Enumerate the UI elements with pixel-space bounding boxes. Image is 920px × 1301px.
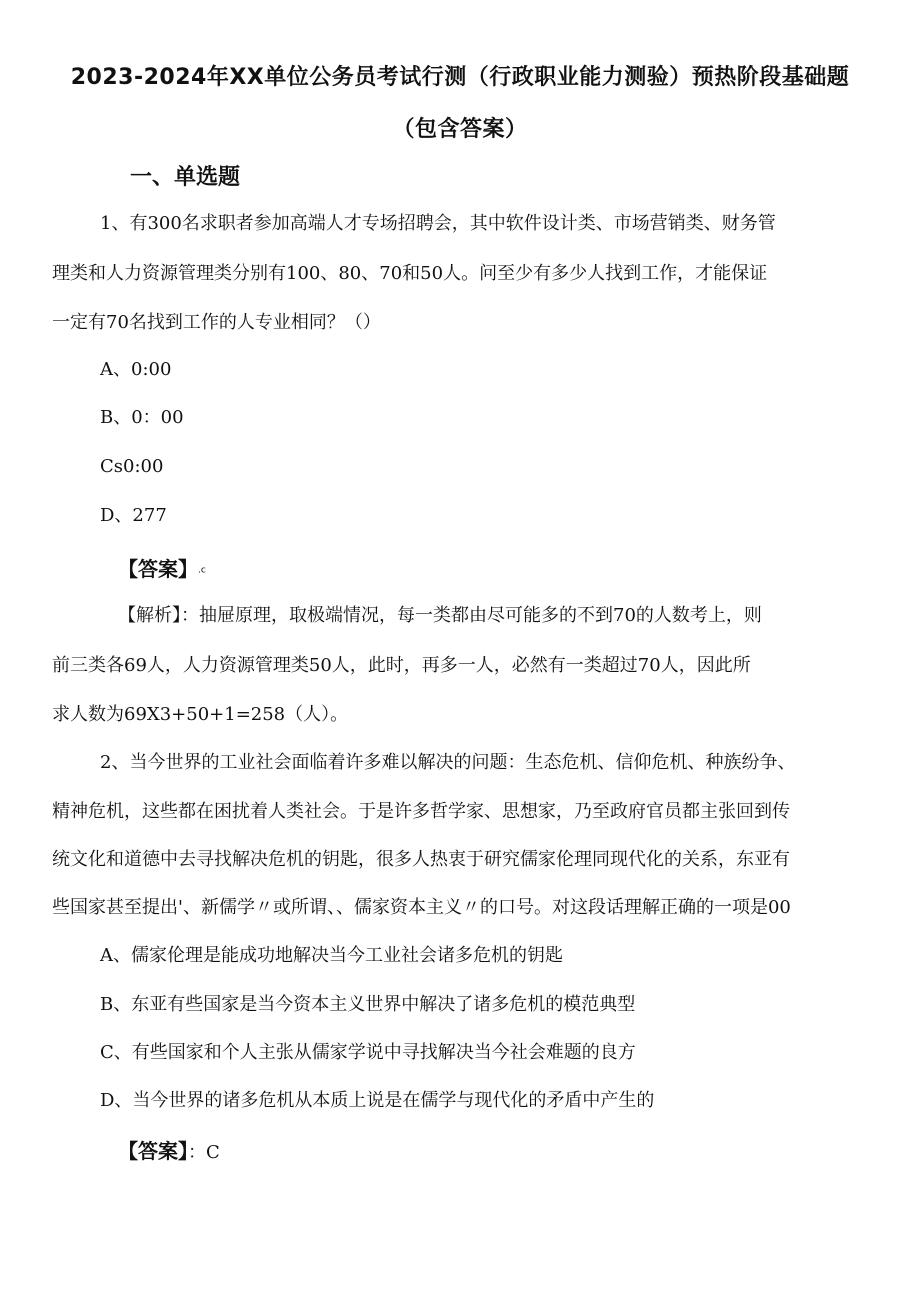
q1-analysis-line-1: 【解析】：抽屉原理，取极端情况，每一类都由尽可能多的不到70的人数考上，则: [118, 605, 762, 626]
q1-option-a: A、0:00: [100, 359, 172, 380]
q1-answer-value: .c: [198, 565, 206, 576]
q1-stem-line-1: 1、有300名求职者参加高端人才专场招聘会，其中软件设计类、市场营销类、财务管: [100, 213, 776, 234]
q1-answer: [118, 553, 206, 582]
document-title-line-2: （包含答案）: [392, 117, 528, 142]
document-title-line-1: 2023-2024年XX单位公务员考试行测（行政职业能力测验）预热阶段基础题: [70, 65, 850, 90]
section-heading: 一、单选题: [130, 165, 241, 190]
q2-option-c: C、有些国家和个人主张从儒家学说中寻找解决当今社会难题的良方: [100, 1042, 636, 1063]
q1-option-c: Cs0:00: [100, 456, 164, 477]
q2-stem-line-2: 精神危机，这些都在困扰着人类社会。于是许多哲学家、思想家，乃至政府官员都主张回到传: [52, 801, 790, 822]
q2-answer-label: 【答案】: [118, 1139, 188, 1163]
q2-option-d: D、当今世界的诸多危机从本质上说是在儒学与现代化的矛盾中产生的: [100, 1090, 655, 1111]
q2-answer-value: ：C: [188, 1142, 220, 1163]
q1-stem-line-2: 理类和人力资源管理类分别有100、80、70和50人。问至少有多少人找到工作，才能保证: [52, 263, 768, 284]
q1-option-b: B、0：00: [100, 407, 184, 428]
q2-answer: [118, 1135, 220, 1164]
q2-stem-line-3: 统文化和道德中去寻找解决危机的钥匙，很多人热衷于研究儒家伦理同现代化的关系，东亚有: [52, 849, 790, 870]
q2-option-b: B、东亚有些国家是当今资本主义世界中解决了诸多危机的模范典型: [100, 994, 636, 1015]
q1-option-d: D、277: [100, 505, 167, 526]
q1-analysis-line-2: 前三类各69人，人力资源管理类50人，此时，再多一人，必然有一类超过70人，因此所: [52, 655, 751, 676]
q1-answer-label: 【答案】: [118, 557, 198, 581]
q2-option-a: A、儒家伦理是能成功地解决当今工业社会诸多危机的钥匙: [100, 945, 563, 966]
q2-stem-line-4: 些国家甚至提出'、新儒学〃或所谓、、儒家资本主义〃的口号。对这段话理解正确的一项是00: [52, 897, 791, 918]
q1-stem-line-3: 一定有70名找到工作的人专业相同？（）: [52, 312, 381, 333]
q1-analysis-line-3: 求人数为69X3+50+1=258（人）。: [52, 704, 349, 725]
q2-stem-line-1: 2、当今世界的工业社会面临着许多难以解决的问题：生态危机、信仰危机、种族纷争、: [100, 752, 796, 773]
